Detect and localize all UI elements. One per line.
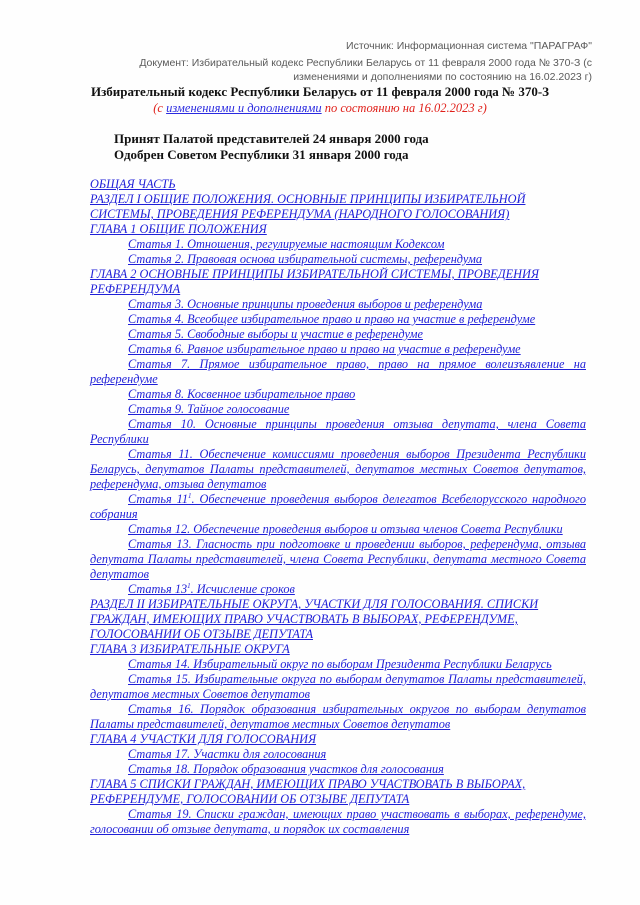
- adoption-info: [114, 131, 429, 163]
- amendments-link[interactable]: изменениями и дополнениями: [166, 101, 322, 115]
- toc-section-link[interactable]: ОБЩАЯ ЧАСТЬ: [90, 177, 176, 191]
- toc-section-link[interactable]: ГЛАВА 1 ОБЩИЕ ПОЛОЖЕНИЯ: [90, 222, 267, 236]
- toc-article-link[interactable]: Статья 16. Порядок образования избирательных округов по выборам депутатов Палаты представителей, депутатов местных Советов депутатов: [90, 702, 586, 731]
- adopted-line: Принят Палатой представителей 24 января 2000 года: [114, 131, 429, 146]
- toc-article-link[interactable]: Статья 18. Порядок образования участков для голосования: [128, 762, 444, 776]
- document-title: Избирательный кодекс Республики Беларусь от 11 февраля 2000 года № 370-З: [90, 84, 550, 99]
- table-of-contents: [90, 177, 586, 837]
- article-number: Статья 11: [128, 492, 189, 506]
- article-superscript: 1: [188, 491, 192, 500]
- toc-article-link[interactable]: Статья 6. Равное избирательное право и право на участие в референдуме: [128, 342, 521, 356]
- toc-section-link[interactable]: ГЛАВА 2 ОСНОВНЫЕ ПРИНЦИПЫ ИЗБИРАТЕЛЬНОЙ СИСТЕМЫ, ПРОВЕДЕНИЯ РЕФЕРЕНДУМА: [90, 267, 539, 296]
- toc-section-link[interactable]: ГЛАВА 3 ИЗБИРАТЕЛЬНЫЕ ОКРУГА: [90, 642, 290, 656]
- article-title: . Обеспечение проведения выборов делегатов Всебелорусского народного собрания: [90, 492, 586, 521]
- toc-article-link[interactable]: Статья 4. Всеобщее избирательное право и право на участие в референдуме: [128, 312, 536, 326]
- article-title: . Исчисление сроков: [190, 582, 295, 596]
- document-status: [0, 101, 640, 116]
- toc-article-link[interactable]: Статья 17. Участки для голосования: [128, 747, 327, 761]
- toc-article-link[interactable]: [90, 492, 586, 522]
- toc-section-link[interactable]: РАЗДЕЛ I ОБЩИЕ ПОЛОЖЕНИЯ. ОСНОВНЫЕ ПРИНЦИПЫ ИЗБИРАТЕЛЬНОЙ СИСТЕМЫ, ПРОВЕДЕНИЯ РЕФЕРЕНДУМА (НАРОДНОГО ГОЛОСОВАНИЯ): [90, 192, 526, 221]
- toc-section-link[interactable]: ГЛАВА 5 СПИСКИ ГРАЖДАН, ИМЕЮЩИХ ПРАВО УЧАСТВОВАТЬ В ВЫБОРАХ, РЕФЕРЕНДУМЕ, ГОЛОСОВАНИИ ОБ ОТЗЫВЕ ДЕПУТАТА: [90, 777, 526, 806]
- toc-article-link[interactable]: Статья 5. Свободные выборы и участие в референдуме: [128, 327, 423, 341]
- toc-article-link[interactable]: Статья 14. Избирательный округ по выборам Президента Республики Беларусь: [128, 657, 552, 671]
- article-superscript: 1: [187, 581, 191, 590]
- toc-article-link[interactable]: Статья 9. Тайное голосование: [128, 402, 290, 416]
- toc-article-link[interactable]: Статья 7. Прямое избирательное право, право на прямое волеизъявление на референдуме: [90, 357, 586, 386]
- toc-article-link[interactable]: Статья 11. Обеспечение комиссиями проведения выборов Президента Республики Беларусь, депутатов Палаты представителей, депутатов местных Советов депутатов, референдума, отзыва депутатов: [90, 447, 586, 491]
- source-line: Источник: Информационная система "ПАРАГРАФ": [346, 40, 592, 52]
- status-prefix: (с: [153, 101, 167, 115]
- toc-article-link[interactable]: Статья 1. Отношения, регулируемые настоящим Кодексом: [128, 237, 445, 251]
- status-suffix: по состоянию на 16.02.2023 г): [321, 101, 487, 115]
- toc-article-link[interactable]: Статья 13. Гласность при подготовке и проведении выборов, референдума, отзыва депутата Палаты представителей, члена Совета Республики, депутата местного Совета депутатов: [90, 537, 586, 581]
- toc-article-link[interactable]: Статья 15. Избирательные округа по выборам депутатов Палаты представителей, депутатов местных Советов депутатов: [90, 672, 586, 701]
- toc-article-link[interactable]: Статья 2. Правовая основа избирательной системы, референдума: [128, 252, 483, 266]
- approved-line: Одобрен Советом Республики 31 января 2000 года: [114, 147, 409, 162]
- toc-article-link[interactable]: Статья 8. Косвенное избирательное право: [128, 387, 356, 401]
- toc-article-link[interactable]: [90, 582, 586, 597]
- document-line: Документ: Избирательный кодекс Республики Беларусь от 11 февраля 2000 года № 370-З (с изменениями и дополнениями по состоянию на 16.02.2023 г): [139, 57, 592, 83]
- toc-section-link[interactable]: ГЛАВА 4 УЧАСТКИ ДЛЯ ГОЛОСОВАНИЯ: [90, 732, 317, 746]
- toc-article-link[interactable]: Статья 10. Основные принципы проведения отзыва депутата, члена Совета Республики: [90, 417, 586, 446]
- toc-article-link[interactable]: Статья 19. Списки граждан, имеющих право участвовать в выборах, референдуме, голосовании об отзыве депутата, и порядок их составления: [90, 807, 586, 836]
- toc-article-link[interactable]: Статья 12. Обеспечение проведения выборов и отзыва членов Совета Республики: [128, 522, 563, 536]
- article-number: Статья 13: [128, 582, 188, 596]
- toc-section-link[interactable]: РАЗДЕЛ II ИЗБИРАТЕЛЬНЫЕ ОКРУГА, УЧАСТКИ ДЛЯ ГОЛОСОВАНИЯ. СПИСКИ ГРАЖДАН, ИМЕЮЩИХ ПРАВО УЧАСТВОВАТЬ В ВЫБОРАХ, РЕФЕРЕНДУМЕ, ГОЛОСОВАНИИ ОБ ОТЗЫВЕ ДЕПУТАТА: [90, 597, 539, 641]
- toc-article-link[interactable]: Статья 3. Основные принципы проведения выборов и референдума: [128, 297, 483, 311]
